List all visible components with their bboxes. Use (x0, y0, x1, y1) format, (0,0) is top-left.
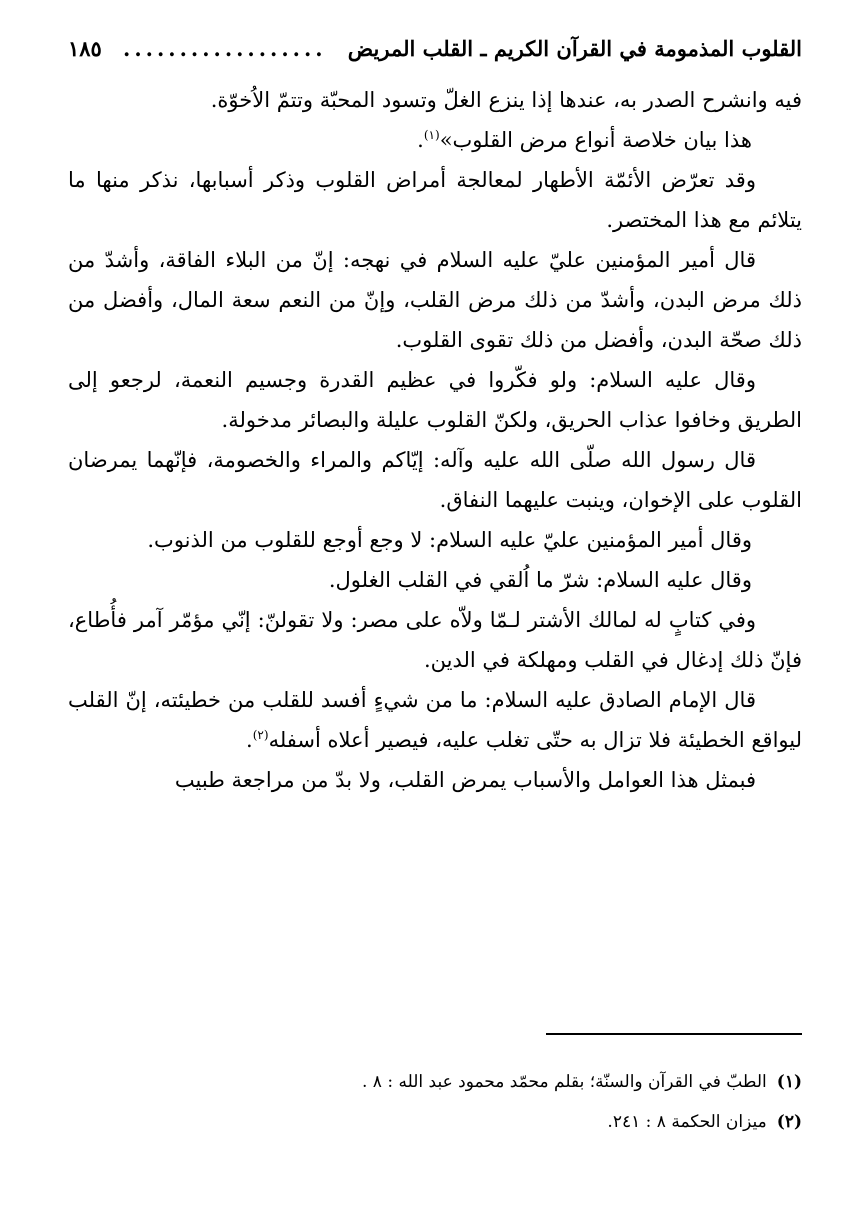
footnote-divider (546, 1033, 802, 1035)
footnote-mark: (٢) (776, 1112, 802, 1132)
paragraph: وقال عليه السلام: شرّ ما اُلقي في القلب الغلول. (328, 568, 752, 592)
paragraph: قال رسول الله صلّى الله عليه وآله: إيّاكم والمراء والخصومة، فإنّهما يمرضان القلوب على الإخوان، وينبت عليهما النفاق. (68, 448, 802, 512)
paragraph: هذا بيان خلاصة أنواع مرض القلوب»$^{(١)}$. (417, 128, 752, 152)
footnotes (68, 1062, 802, 1142)
paragraph: فيه وانشرح الصدر به، عندها إذا ينزع الغلّ وتسود المحبّة وتتمّ الاُخوّة. (210, 88, 802, 112)
running-header-title: القلوب المذمومة في القرآن الكريم ـ القلب المريض (347, 36, 802, 61)
footnote-text: ميزان الحكمة ٨ : ٢٤١. (607, 1112, 767, 1132)
footnote-ref: (٢) (252, 728, 269, 742)
footnote-mark: (١) (776, 1072, 802, 1092)
running-header (68, 36, 802, 80)
paragraph: قال أمير المؤمنين عليّ عليه السلام في نهجه: إنّ من البلاء الفاقة، وأشدّ من ذلك مرض البدن، وأشدّ من ذلك مرض القلب، وإنّ من النعم سعة المال، وأفضل من ذلك صحّة البدن، وأفضل من ذلك تقوى القلوب. (68, 248, 802, 352)
footnote-text: الطبّ في القرآن والسنّة؛ بقلم محمّد محمود عبد الله : ٨ . (361, 1072, 767, 1092)
paragraph: وقال عليه السلام: ولو فكّروا في عظيم القدرة وجسيم النعمة، لرجعو إلى الطريق وخافوا عذاب الحريق، ولكنّ القلوب عليلة والبصائر مدخولة. (68, 368, 802, 432)
page-number: ١٨٥ (68, 36, 102, 61)
footnote (68, 1102, 802, 1142)
footnote-ref: (١) (423, 128, 440, 142)
dot-leader: .................. (123, 36, 327, 61)
body-text (68, 80, 802, 800)
paragraph: وفي كتابٍ له لمالك الأشتر لـمّا ولاّه على مصر: ولا تقولنّ: إنّي مؤمّر آمر فأُطاع، فإنّ ذلك إدغال في القلب ومهلكة في الدين. (68, 608, 802, 672)
paragraph: فبمثل هذا العوامل والأسباب يمرض القلب، ولا بدّ من مراجعة طبيب (174, 768, 756, 792)
paragraph: وقد تعرّض الأئمّة الأطهار لمعالجة أمراض القلوب وذكر أسبابها، نذكر منها ما يتلائم مع هذا المختصر. (68, 168, 802, 232)
paragraph: قال الإمام الصادق عليه السلام: ما من شيءٍ أفسد للقلب من خطيئته، إنّ القلب ليواقع الخطيئة فلا تزال به حتّى تغلب عليه، فيصير أعلاه أسفله$^{(٢)}$. (68, 688, 802, 752)
paragraph: وقال أمير المؤمنين عليّ عليه السلام: لا وجع أوجع للقلوب من الذنوب. (147, 528, 752, 552)
footnote (68, 1062, 802, 1102)
